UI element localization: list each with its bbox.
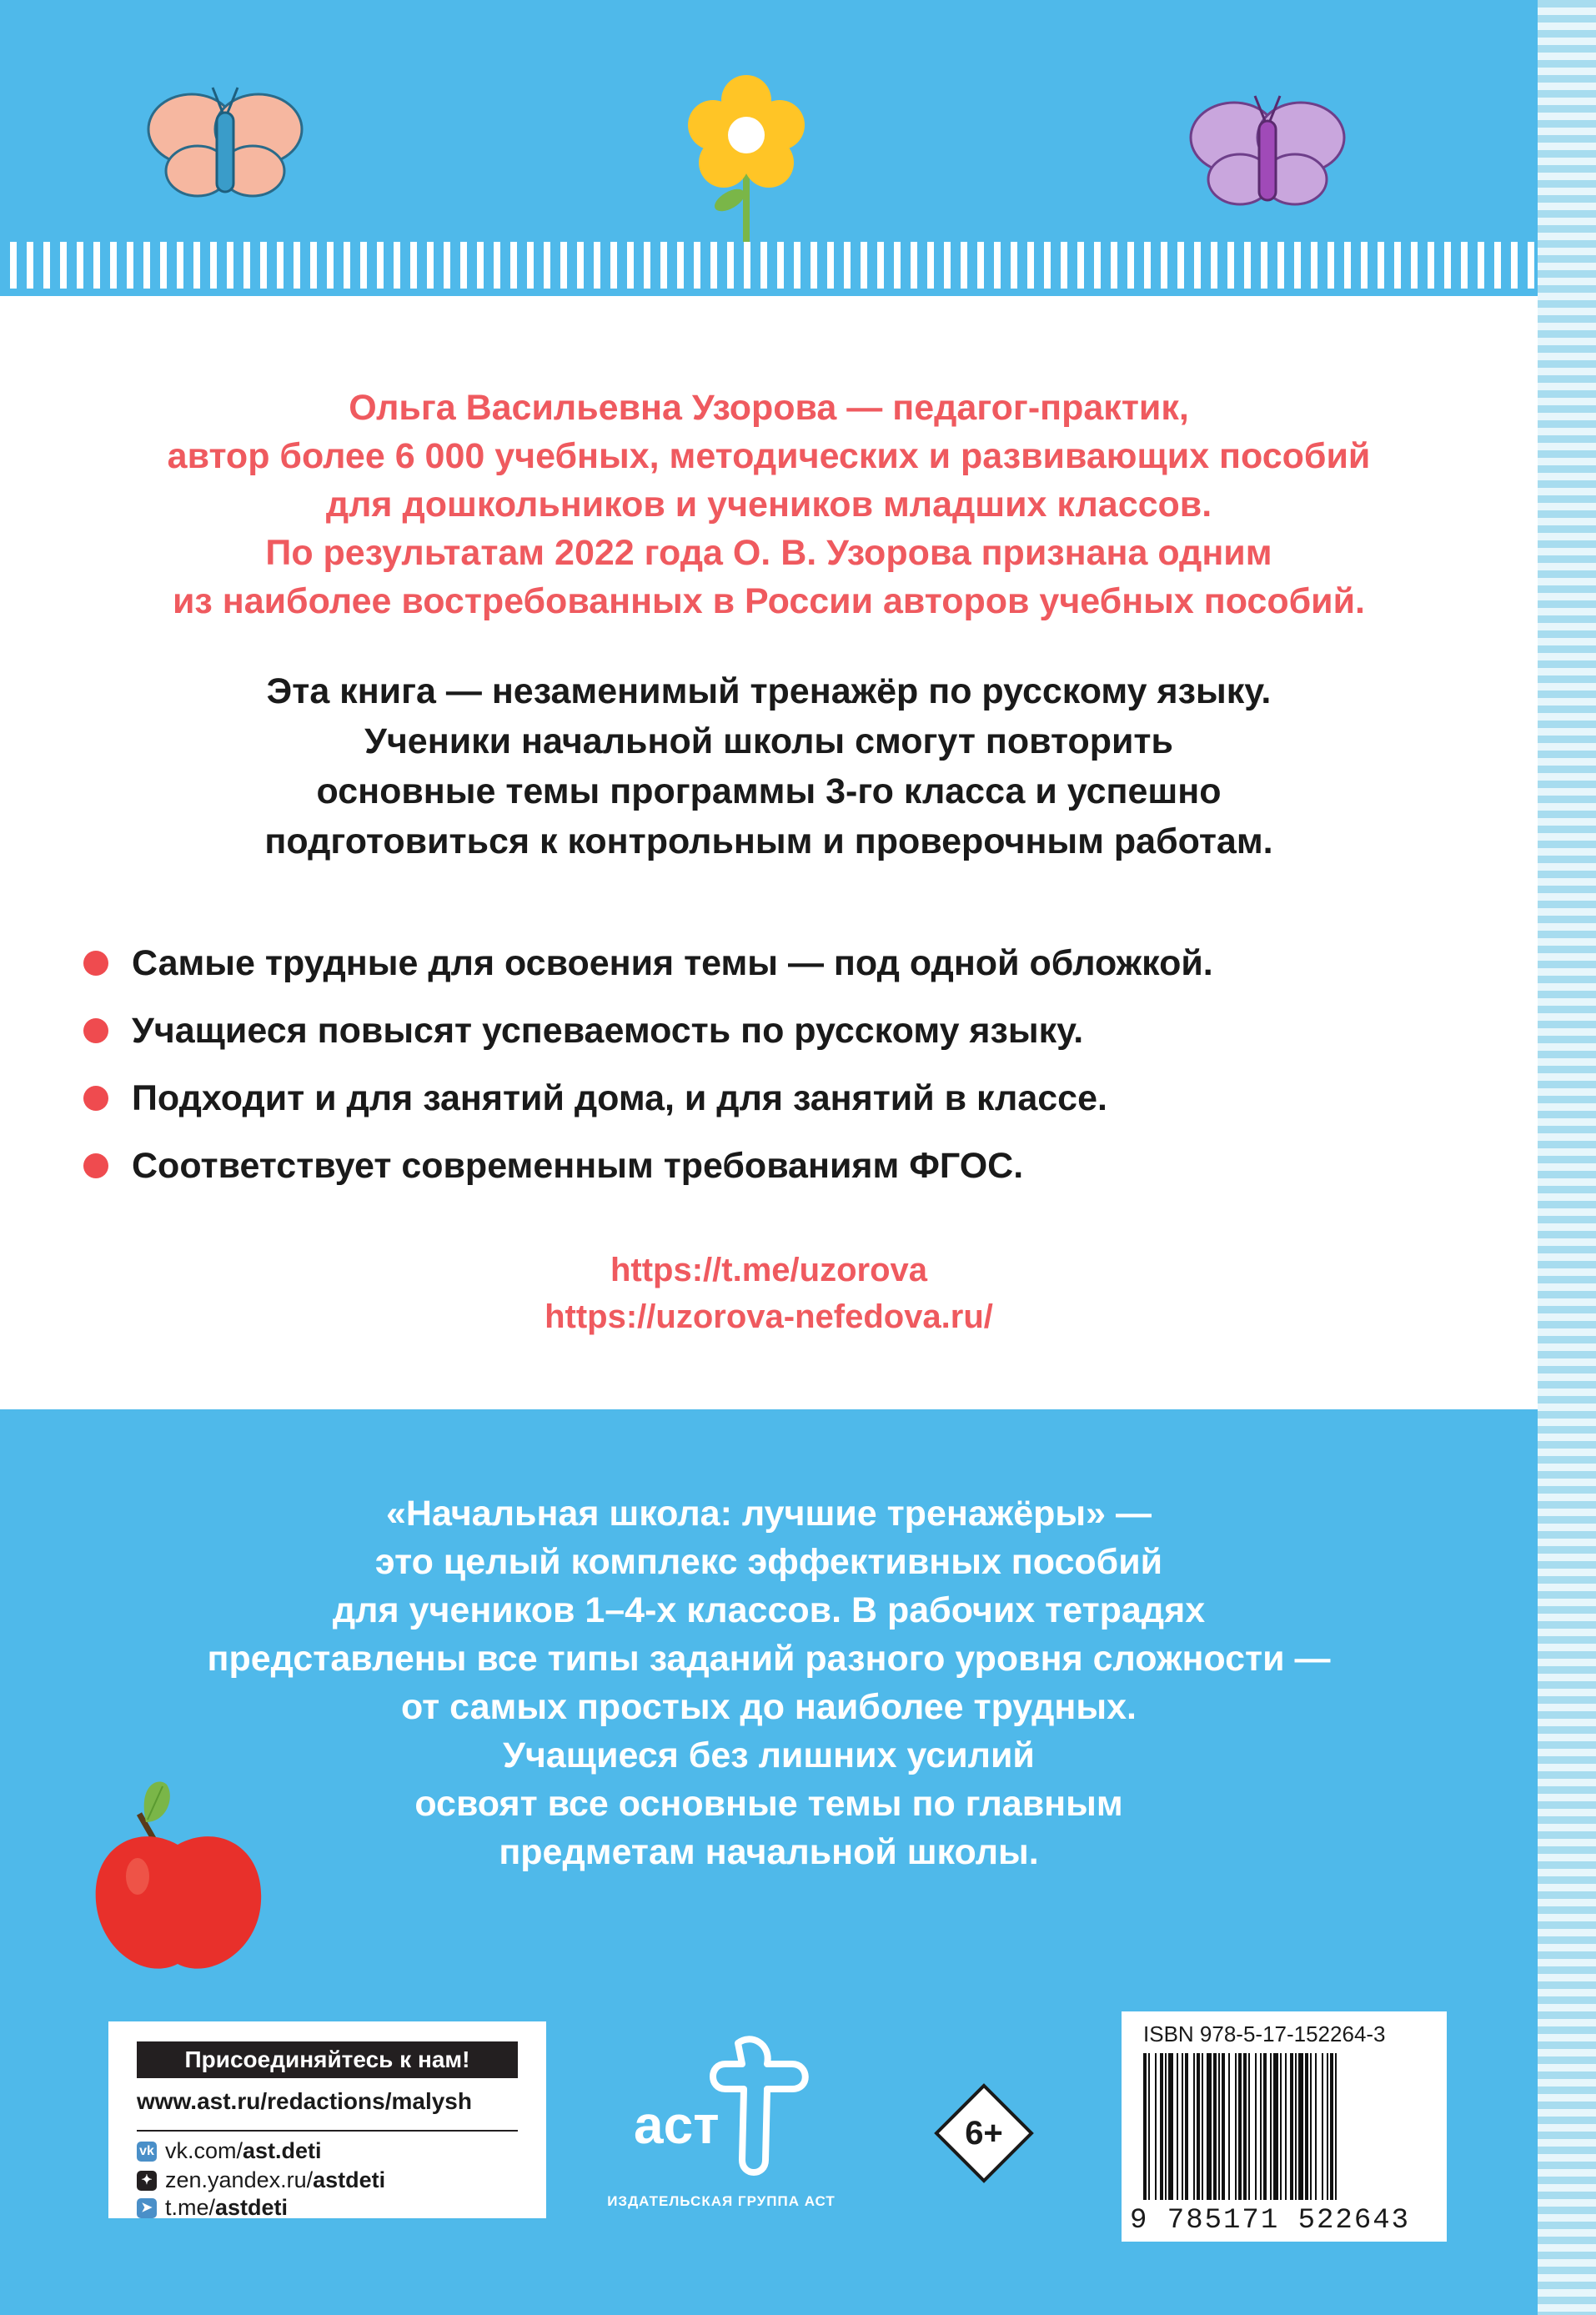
author-line: из наиболее востребованных в России авторов учебных пособий. (172, 581, 1365, 621)
bullet-dot-icon (83, 1153, 108, 1178)
flower-icon (684, 75, 809, 259)
barcode-bar (1280, 2053, 1282, 2200)
join-us-box (108, 2021, 546, 2218)
social-link-telegram[interactable] (137, 2195, 288, 2221)
social-prefix: vk.com/ (165, 2138, 243, 2163)
social-prefix: t.me/ (165, 2195, 216, 2220)
bullet-dot-icon (83, 951, 108, 976)
series-line: для учеников 1–4-х классов. В рабочих тетрадях (332, 1590, 1206, 1630)
barcode-bar (1235, 2053, 1237, 2200)
barcode-bar (1255, 2053, 1257, 2200)
website-link[interactable]: https://uzorova-nefedova.ru/ (545, 1298, 993, 1335)
barcode-bar (1177, 2053, 1178, 2200)
barcode-icon (1143, 2053, 1427, 2203)
bullet-dot-icon (83, 1018, 108, 1043)
barcode-bar (1160, 2053, 1163, 2200)
spine-stripes (1538, 0, 1596, 2315)
isbn-digits: 9 785171 522643 (1130, 2205, 1411, 2237)
ast-logo-text: аст (634, 2095, 720, 2155)
barcode-bar (1218, 2053, 1220, 2200)
feature-item (83, 1137, 1023, 1195)
series-line: предметам начальной школы. (499, 1832, 1039, 1872)
social-handle: astdeti (215, 2195, 289, 2220)
barcode-bar (1143, 2053, 1147, 2200)
divider (137, 2130, 518, 2132)
barcode-bar (1165, 2053, 1167, 2200)
vk-icon: vk (137, 2142, 157, 2162)
barcode-bar (1327, 2053, 1328, 2200)
barcode-bar (1197, 2053, 1200, 2200)
barcode-bar (1213, 2053, 1217, 2200)
barcode-bar (1207, 2053, 1212, 2200)
author-line: автор более 6 000 учебных, методических и развивающих пособий (167, 436, 1371, 476)
author-line: Ольга Васильевна Узорова — педагог-практик, (349, 388, 1189, 428)
publisher-url[interactable]: www.ast.ru/redactions/malysh (137, 2088, 472, 2114)
barcode-bar (1315, 2053, 1317, 2200)
zen-icon: ✦ (137, 2171, 157, 2191)
barcode-bar (1298, 2053, 1303, 2200)
telegram-icon: ➤ (137, 2198, 157, 2218)
barcode-bar (1310, 2053, 1312, 2200)
description-line: Эта книга — незаменимый тренажёр по русскому языку. (266, 671, 1272, 711)
description-line: основные темы программы 3-го класса и успешно (316, 771, 1222, 811)
feature-text: Соответствует современным требованиям ФГОС. (132, 1145, 1024, 1186)
social-link-vk[interactable] (137, 2138, 322, 2164)
feature-item (83, 934, 1213, 992)
barcode-bar (1228, 2053, 1230, 2200)
barcode-bar (1330, 2053, 1333, 2200)
barcode-bar (1243, 2053, 1247, 2200)
feature-item (83, 1069, 1107, 1127)
barcode-bar (1270, 2053, 1272, 2200)
apple-icon (88, 1776, 271, 1981)
barcode-bar (1285, 2053, 1287, 2200)
feature-text: Подходит и для занятий дома, и для занятий в классе. (132, 1077, 1107, 1118)
barcode-bar (1193, 2053, 1195, 2200)
barcode-bar (1290, 2053, 1293, 2200)
feature-text: Самые трудные для освоения темы — под одной обложкой. (132, 942, 1213, 983)
age-rating: 6+ (965, 2115, 1003, 2152)
social-prefix: zen.yandex.ru/ (165, 2167, 314, 2192)
barcode-bar (1222, 2053, 1225, 2200)
barcode-bar (1148, 2053, 1150, 2200)
ast-logo (625, 2035, 817, 2185)
series-line: от самых простых до наиболее трудных. (400, 1687, 1137, 1727)
butterfly-left-icon (146, 83, 304, 204)
social-handle: ast.deti (243, 2138, 322, 2163)
barcode-bar (1305, 2053, 1308, 2200)
feature-text: Учащиеся повысят успеваемость по русскому языку. (132, 1010, 1084, 1051)
isbn-barcode-box (1122, 2011, 1447, 2242)
series-line: это целый комплекс эффективных пособий (374, 1542, 1163, 1582)
isbn-label: ISBN 978-5-17-152264-3 (1143, 2021, 1386, 2046)
barcode-bar (1185, 2053, 1188, 2200)
barcode-bar (1155, 2053, 1157, 2200)
barcode-bar (1260, 2053, 1262, 2200)
telegram-link[interactable]: https://t.me/uzorova (610, 1252, 928, 1288)
barcode-bar (1335, 2053, 1337, 2200)
barcode-bar (1182, 2053, 1183, 2200)
social-handle: astdeti (313, 2167, 386, 2192)
author-line: По результатам 2022 года О. В. Узорова признана одним (265, 533, 1272, 573)
publisher-caption: ИЗДАТЕЛЬСКАЯ ГРУППА АСТ (607, 2193, 836, 2209)
barcode-bar (1202, 2053, 1203, 2200)
butterfly-right-icon (1188, 92, 1347, 213)
barcode-bar (1322, 2053, 1323, 2200)
barcode-bar (1238, 2053, 1242, 2200)
description-line: Ученики начальной школы смогут повторить (364, 721, 1173, 761)
bullet-dot-icon (83, 1086, 108, 1111)
barcode-bar (1168, 2053, 1173, 2200)
barcode-bar (1273, 2053, 1278, 2200)
barcode-bar (1248, 2053, 1250, 2200)
feature-item (83, 1002, 1083, 1060)
join-heading: Присоединяйтесь к нам! (137, 2041, 518, 2078)
barcode-bar (1295, 2053, 1297, 2200)
series-line: освоят все основные темы по главным (414, 1784, 1123, 1824)
series-line: Учащиеся без лишних усилий (503, 1735, 1035, 1775)
series-line: «Начальная школа: лучшие тренажёры» — (386, 1494, 1152, 1534)
author-line: для дошкольников и учеников младших классов. (325, 485, 1212, 525)
barcode-bar (1263, 2053, 1267, 2200)
description-line: подготовиться к контрольным и проверочным работам. (264, 821, 1273, 861)
series-line: представлены все типы заданий разного уровня сложности — (207, 1639, 1331, 1679)
social-link-zen[interactable] (137, 2167, 385, 2193)
